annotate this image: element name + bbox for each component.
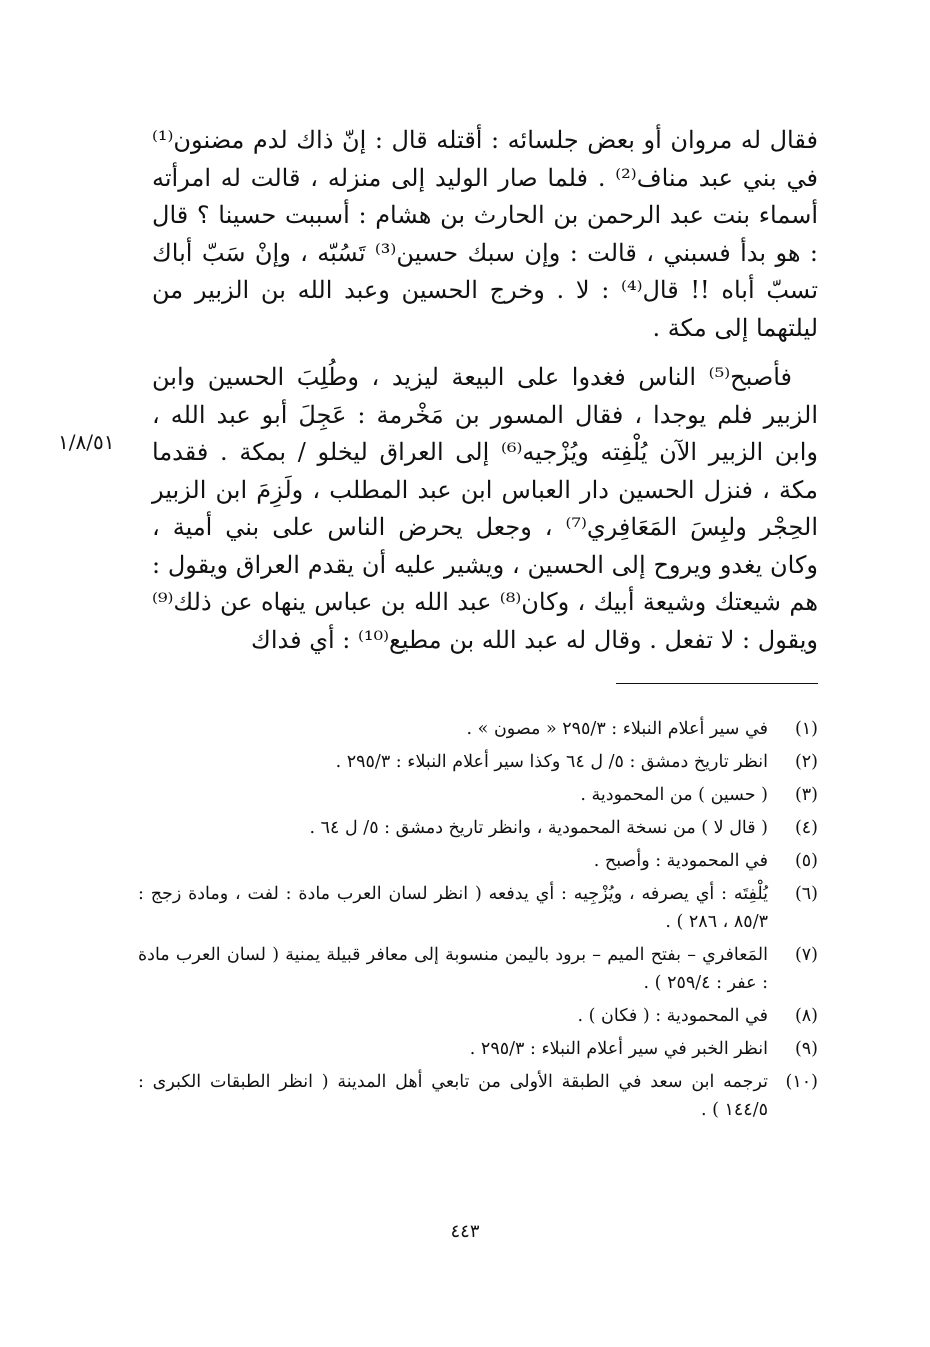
footnote-separator (616, 683, 818, 684)
footnote-text: في المحمودية : وأصبح . (593, 851, 768, 871)
footnote (138, 1068, 818, 1124)
footnote-number: (٢) (794, 752, 818, 772)
footnote (138, 941, 818, 997)
main-text (152, 122, 818, 659)
footnote-number: (٨) (794, 1006, 818, 1026)
footnotes (138, 715, 818, 1129)
footnote-number: (١) (794, 719, 818, 739)
footnote-text: في المحمودية : ( فكان ) . (577, 1006, 768, 1026)
footnote (138, 715, 818, 743)
footnote-text: المَعافري – بفتح الميم – برود باليمن منسوبة إلى معافر قبيلة يمنية ( لسان العرب مادة : عفر : ٢٥٩/٤ ) . (138, 945, 768, 993)
footnote-text: انظر تاريخ دمشق : ٥/ ل ٦٤ وكذا سير أعلام النبلاء : ٢٩٥/٣ . (335, 752, 768, 772)
footnote (138, 880, 818, 936)
footnote (138, 748, 818, 776)
paragraph-1: فقال له مروان أو بعض جلسائه : أقتله قال : إنّ ذاك لدم مضنون⁽¹⁾ في بني عبد مناف⁽²⁾ . فلما صار الوليد إلى منزله ، قالت له امرأته أسماء بنت عبد الرحمن بن الحارث بن هشام : أسببت حسينا ؟ قال : هو بدأ فسبني ، قالت : وإن سبك حسين⁽³⁾ تَسُبّه ، وإنْ سَبّ أباك تسبّ أباه !! قال⁽⁴⁾ : لا . وخرج الحسين وعبد الله بن الزبير من ليلتهما إلى مكة . (152, 126, 818, 342)
footnote (138, 847, 818, 875)
footnote-text: في سير أعلام النبلاء : ٢٩٥/٣ « مصون » . (466, 719, 768, 739)
footnote-number: (٤) (794, 818, 818, 838)
footnote-number: (٩) (794, 1039, 818, 1059)
footnote (138, 1035, 818, 1063)
page-number: ٤٤٣ (450, 1221, 480, 1242)
footnote-text: ترجمه ابن سعد في الطبقة الأولى من تابعي أهل المدينة ( انظر الطبقات الكبرى : ١٤٤/٥ ) . (138, 1072, 768, 1120)
footnote (138, 781, 818, 809)
footnote-text: ( حسين ) من المحمودية . (580, 785, 768, 805)
margin-folio-reference: ١/٨/٥١ (58, 430, 115, 454)
footnote-number: (٣) (794, 785, 818, 805)
footnote-number: (٦) (794, 884, 818, 904)
footnote-text: انظر الخبر في سير أعلام النبلاء : ٢٩٥/٣ . (469, 1039, 768, 1059)
footnote-number: (٧) (794, 945, 818, 965)
footnote (138, 814, 818, 842)
footnote-number: (٥) (794, 851, 818, 871)
footnote (138, 1002, 818, 1030)
footnote-text: يُلْفِتَه : أي يصرفه ، ويُزْجِيه : أي يدفعه ( انظر لسان العرب مادة : لفت ، ومادة زجج : ٨٥/٣ ، ٢٨٦ ) . (138, 884, 768, 932)
footnote-text: ( قال لا ) من نسخة المحمودية ، وانظر تاريخ دمشق : ٥/ ل ٦٤ . (309, 818, 768, 838)
footnote-number: (١٠) (785, 1072, 818, 1092)
paragraph-2: فأصبح⁽⁵⁾ الناس فغدوا على البيعة ليزيد ، وطُلِبَ الحسين وابن الزبير فلم يوجدا ، فقال المسور بن مَخْرمة : عَجِلَ أبو عبد الله ، وابن الزبير الآن يُلْفِته ويُزْجيه⁽⁶⁾ إلى العراق ليخلو / بمكة . فقدما مكة ، فنزل الحسين دار العباس ابن عبد المطلب ، ولَزِمَ ابن الزبير الحِجْر ولبِسَ المَعَافِري⁽⁷⁾ ، وجعل يحرض الناس على بني أمية ، وكان يغدو ويروح إلى الحسين ، ويشير عليه أن يقدم العراق ويقول : هم شيعتك وشيعة أبيك ، وكان⁽⁸⁾ عبد الله بن عباس ينهاه عن ذلك⁽⁹⁾ ويقول : لا تفعل . وقال له عبد الله بن مطيع⁽¹⁰⁾ : أي فداك (152, 363, 819, 654)
